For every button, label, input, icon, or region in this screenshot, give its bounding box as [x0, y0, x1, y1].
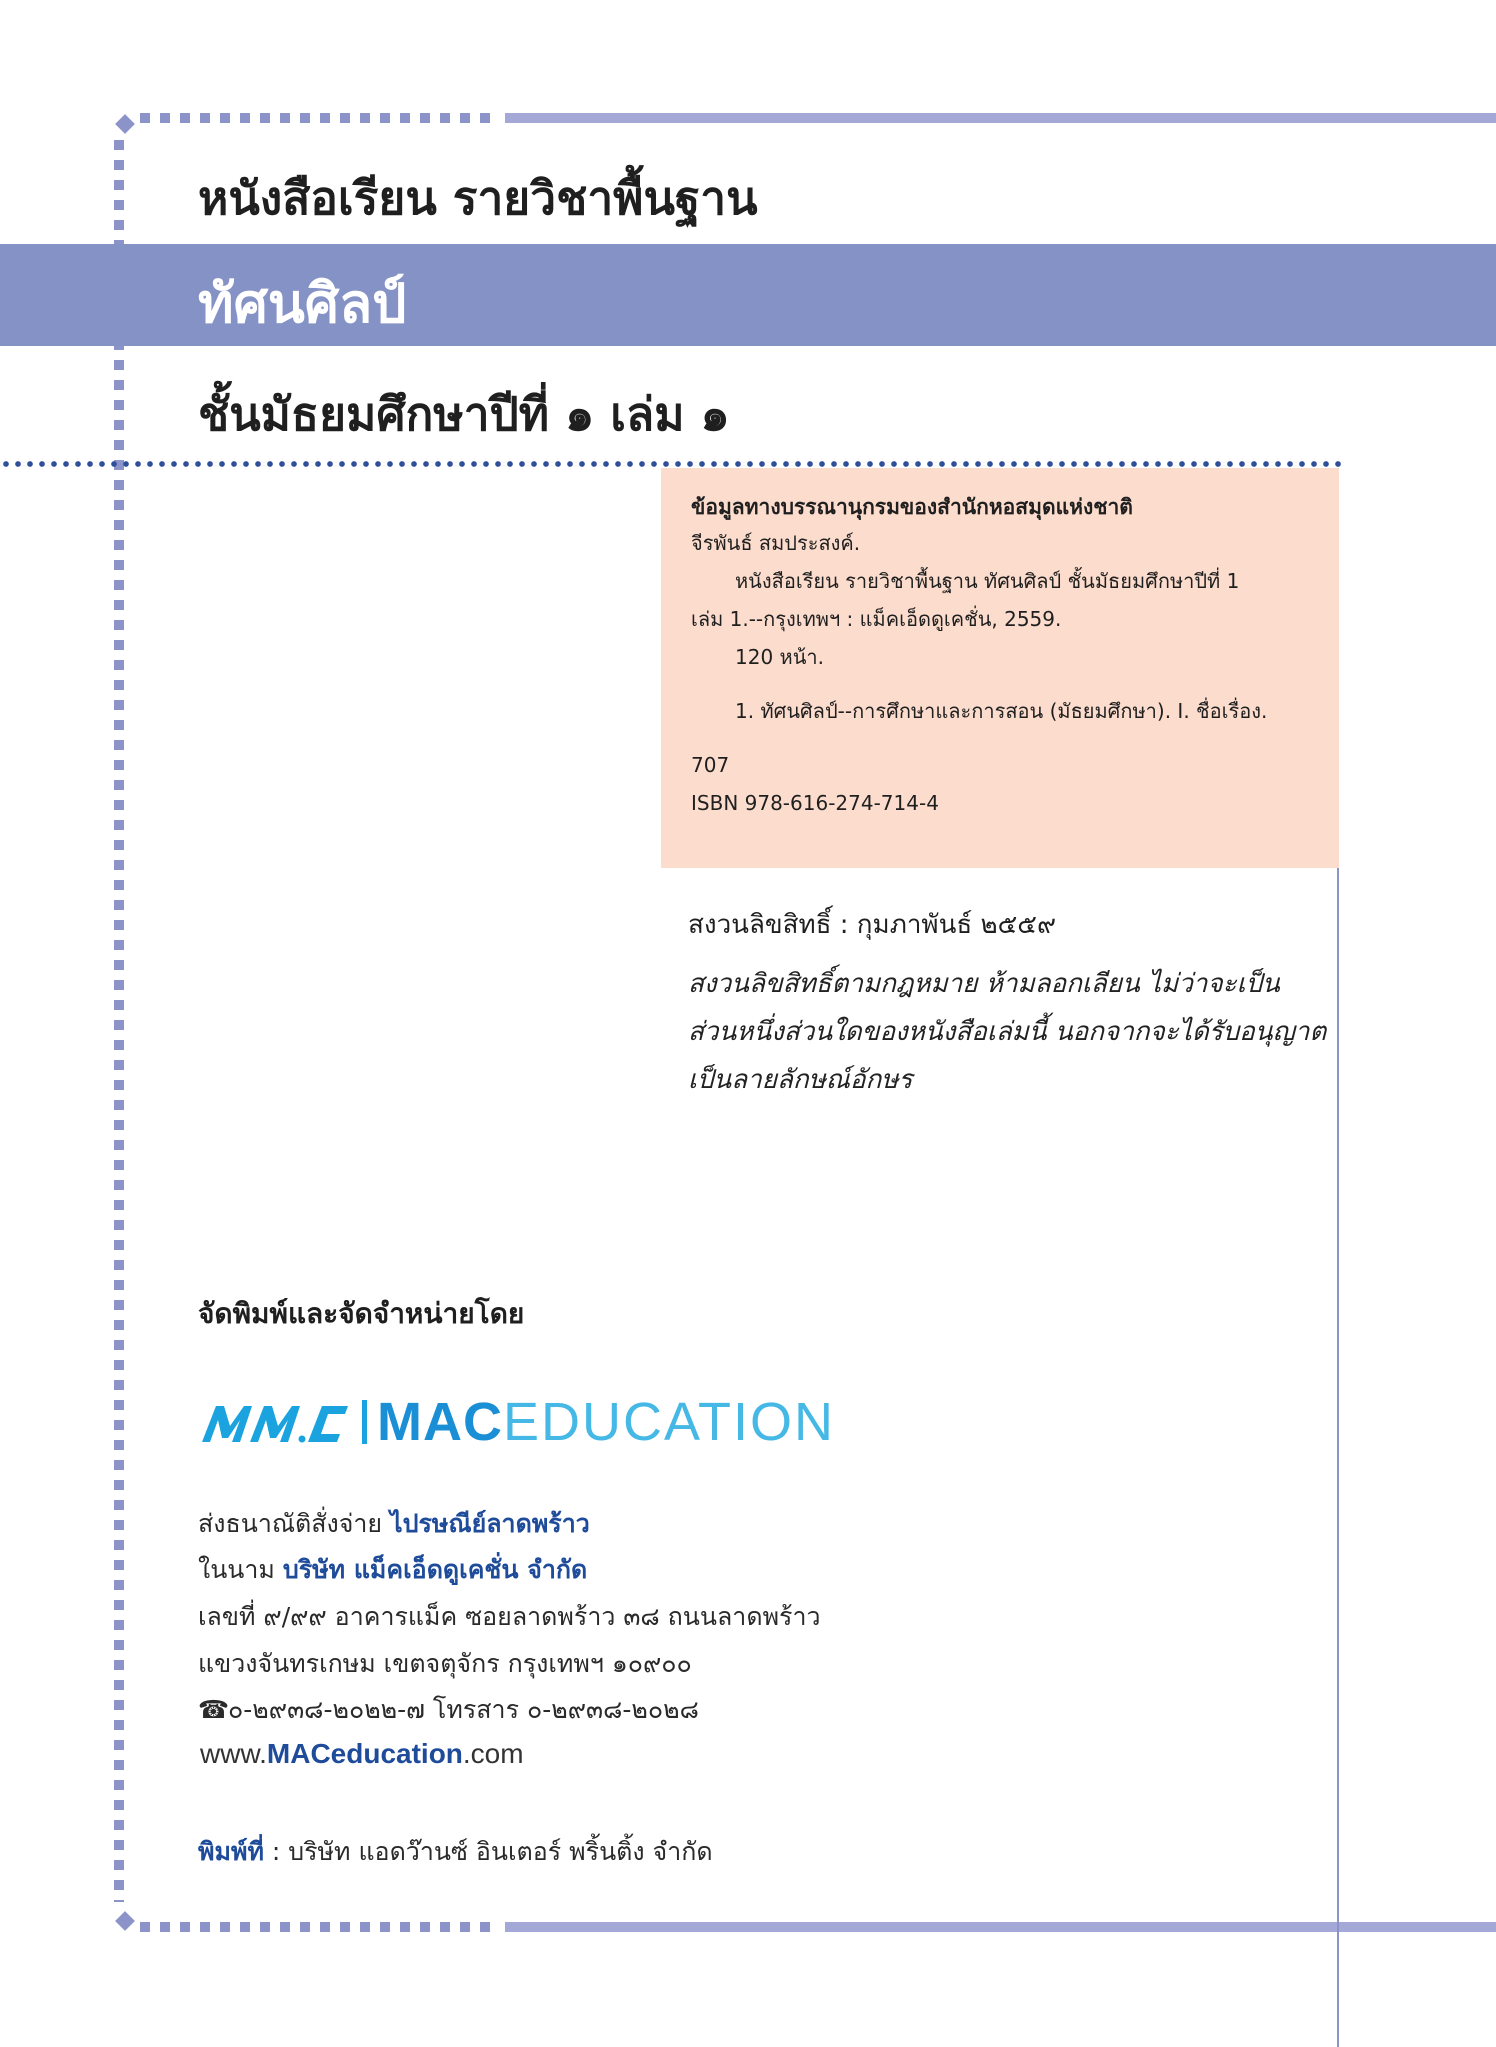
frame-bottom-solid-border: [505, 1922, 1496, 1932]
copyright-notice: [688, 960, 1328, 1104]
logo-text-education: EDUCATION: [502, 1392, 835, 1452]
frame-left-dashed-border: [114, 140, 124, 1902]
copyright-label: สงวนลิขสิทธิ์ : กุมภาพันธ์ ๒๕๕๙: [688, 910, 1057, 940]
catalog-pages: 120 หน้า.: [735, 645, 824, 669]
frame-corner-top: [115, 114, 135, 134]
printer-label: พิมพ์ที่: [198, 1837, 264, 1866]
website-suffix: .com: [462, 1738, 524, 1769]
catalog-heading: ข้อมูลทางบรรณานุกรมของสำนักหอสมุดแห่งชาติ: [691, 495, 1133, 519]
website-prefix: www.: [200, 1738, 267, 1769]
frame-bottom-dashed-border: [140, 1922, 500, 1932]
phone-line: [198, 1690, 699, 1730]
logo-text-mac: MAC: [377, 1392, 503, 1452]
frame-corner-bottom: [115, 1911, 135, 1931]
frame-top-solid-border: [505, 113, 1496, 123]
copyright-notice-line-2: ส่วนหนึ่งส่วนใดของหนังสือเล่มนี้ นอกจากจะได้รับอนุญาต: [688, 1017, 1327, 1047]
frame-top-dashed-border: [140, 113, 500, 123]
catalog-subject: 1. ทัศนศิลป์--การศึกษาและการสอน (มัธยมศึกษา). I. ชื่อเรื่อง.: [735, 699, 1268, 723]
catalog-title-line-2: เล่ม 1.--กรุงเทพฯ : แม็คเอ็ดดูเคชั่น, 2559.: [691, 607, 1062, 631]
catalog-box: [661, 468, 1339, 868]
money-order-line: [198, 1504, 590, 1544]
right-vertical-rule: [1337, 866, 1339, 2047]
copyright-notice-line-1: สงวนลิขสิทธิ์ตามกฎหมาย ห้ามลอกเลียน ไม่ว่าจะเป็น: [688, 969, 1280, 999]
telephone-icon: ☎: [198, 1695, 230, 1724]
website-domain: MACeducation: [266, 1738, 463, 1769]
subject-line: หนังสือเรียน รายวิชาพื้นฐาน: [198, 171, 758, 225]
dotted-divider: [0, 460, 1342, 468]
mac-logo-icon: [200, 1400, 350, 1444]
logo-separator: [362, 1400, 367, 1444]
catalog-isbn: ISBN 978-616-274-714-4: [691, 791, 939, 815]
book-title: ทัศนศิลป์: [198, 272, 407, 335]
grade-line: ชั้นมัธยมศึกษาปีที่ ๑ เล่ม ๑: [198, 387, 730, 441]
address-line-1: เลขที่ ๙/๙๙ อาคารแม็ค ซอยลาดพร้าว ๓๘ ถนนลาดพร้าว: [198, 1602, 821, 1631]
payee-line: [198, 1550, 587, 1590]
website-link[interactable]: [200, 1738, 524, 1770]
mac-education-logo: [200, 1392, 835, 1452]
address-line-2: แขวงจันทรเกษม เขตจตุจักร กรุงเทพฯ ๑๐๙๐๐: [198, 1649, 692, 1678]
money-order-prefix: ส่งธนาณัติสั่งจ่าย: [198, 1509, 383, 1538]
printer-name: : บริษัท แอดว๊านซ์ อินเตอร์ พริ้นติ้ง จำกัด: [263, 1837, 713, 1866]
printer-line: [198, 1832, 713, 1872]
payee-prefix: ในนาม: [198, 1555, 275, 1584]
catalog-title-line-1: หนังสือเรียน รายวิชาพื้นฐาน ทัศนศิลป์ ชั้นมัธยมศึกษาปีที่ 1: [735, 569, 1240, 593]
payee-company: บริษัท แม็คเอ็ดดูเคชั่น จำกัด: [282, 1555, 588, 1584]
money-order-office: ไปรษณีย์ลาดพร้าว: [390, 1509, 590, 1538]
publisher-label: จัดพิมพ์และจัดจำหน่ายโดย: [198, 1297, 525, 1330]
phone-numbers: ๐-๒๙๓๘-๒๐๒๒-๗ โทรสาร ๐-๒๙๓๘-๒๐๒๘: [228, 1695, 699, 1724]
catalog-author: จีรพันธ์ สมประสงค์.: [691, 531, 861, 555]
copyright-notice-line-3: เป็นลายลักษณ์อักษร: [688, 1065, 913, 1095]
catalog-classification: 707: [691, 753, 730, 777]
